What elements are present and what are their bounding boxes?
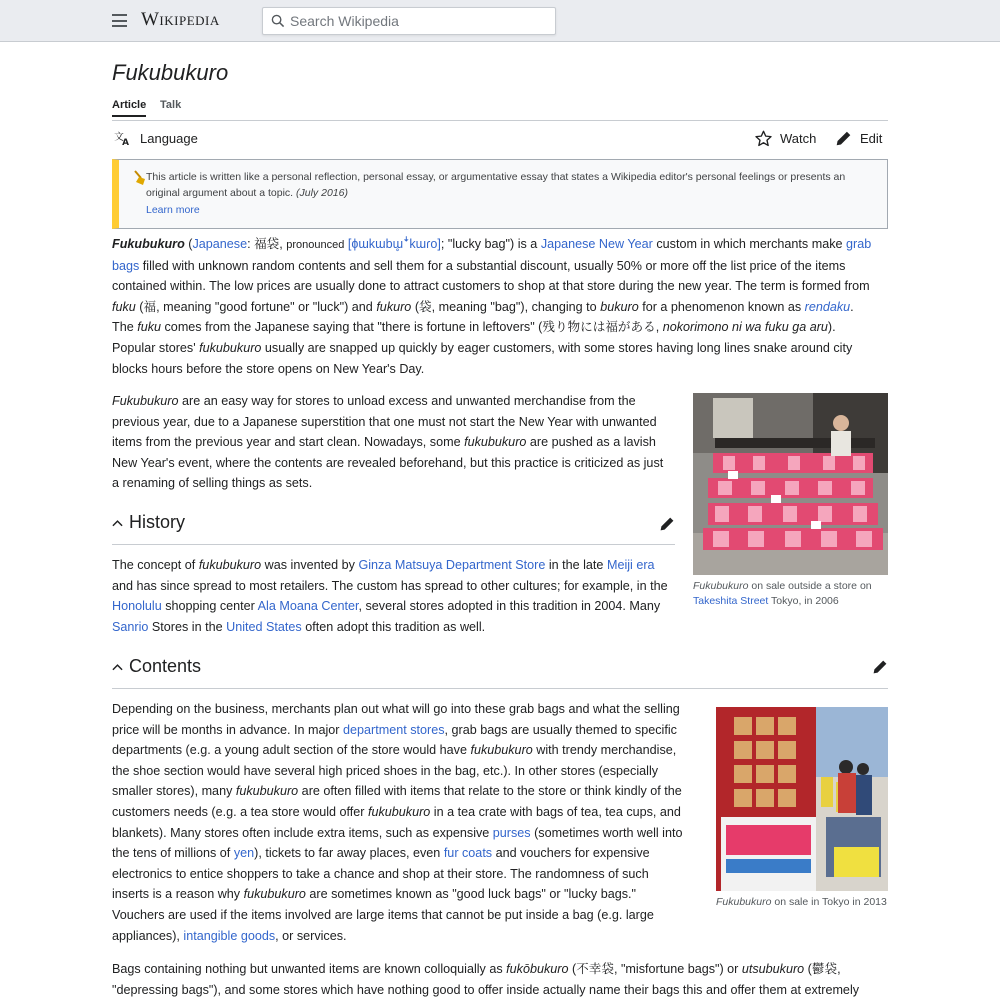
notice-text: This article is written like a personal reflection, personal essay, or argumentative essay that states a Wikipedia editor's personal feelings or presents an original argument about a topic. (July 2016)	[146, 171, 846, 199]
language-icon	[114, 130, 132, 146]
wikipedia-logo[interactable]: Wikipedia	[141, 9, 220, 30]
link-ipa[interactable]: [ɸɯkɯbɯ̥ꜜkɯɾo]	[347, 237, 441, 251]
chevron-up-icon	[112, 663, 123, 671]
link-meiji-era[interactable]: Meiji era	[606, 558, 655, 572]
link-ala-moana[interactable]: Ala Moana Center	[257, 599, 359, 614]
link-honolulu[interactable]: Honolulu	[112, 599, 162, 614]
link-grab-bags-2[interactable]: bags	[112, 258, 140, 273]
tab-talk[interactable]: Talk	[160, 99, 182, 111]
search-box[interactable]	[262, 7, 556, 35]
term: Fukubukuro	[112, 237, 185, 251]
edit-label: Edit	[860, 131, 883, 146]
watch-label: Watch	[780, 131, 817, 146]
edit-button[interactable]	[835, 130, 882, 147]
paragraph-2: Fukubukuro are an easy way for stores to unload excess and unwanted merchandise from the previous year, due to a Japanese superstition that one must not start the New Year with unwanted items from the previous year and start clean. Nowadays, some fukubukuro are pushed as a lavish New Year's event, where the contents are revealed beforehand, but this practice is criticized as just a renaming of selling things as sets.	[112, 394, 664, 491]
broom-icon	[133, 170, 147, 186]
link-takeshita-street[interactable]: Takeshita Street	[693, 595, 769, 607]
star-icon	[755, 130, 772, 147]
history-heading[interactable]: History	[112, 512, 185, 533]
link-intangible-goods[interactable]: intangible goods	[183, 928, 276, 943]
svg-text:A: A	[122, 138, 129, 146]
essay-notice-box	[112, 159, 888, 229]
intro-paragraph: Fukubukuro (Japanese: 福袋, pronounced [ɸɯkɯbɯ̥ꜜkɯɾo]; "lucky bag") is a Japanese New Year custom in which merchants make grab bags filled with unknown random contents and sell them for a substantial discount, usually 50% or more off the list price of the items contained within. The low prices are usually done to attract customers to shop at that store during the new year. The term is formed from fuku (福, meaning "good fortune" or "luck") and fukuro (袋, meaning "bag"), changing to bukuro for a phenomenon known as rendaku. The fuku comes from the Japanese saying that "there is fortune in leftovers" (残り物には福がある, nokorimono ni wa fuku ga aru). Popular stores' fukubukuro usually are snapped up quickly by eager customers, with some stores having long lines snake around city blocks hours before the store opens on New Year's Day.	[112, 237, 872, 376]
link-department-stores[interactable]: department stores	[343, 722, 445, 737]
chevron-up-icon	[112, 519, 123, 527]
link-fur-coats[interactable]: fur coats	[443, 846, 493, 861]
link-rendaku[interactable]: rendaku	[804, 299, 851, 314]
edit-section-history-icon[interactable]	[659, 516, 675, 532]
misfortune-bags-paragraph: Bags containing nothing but unwanted items are known colloquially as fukōbukuro (不幸袋, "misfortune bags") or utsubukuro (鬱袋, "depressing bags"), and some stores which have nothing good to offer inside actually name their bags this and offer them at extremely	[112, 962, 860, 997]
menu-icon[interactable]	[112, 14, 127, 27]
svg-text:文: 文	[114, 131, 124, 143]
link-grab-bags[interactable]: grab	[846, 237, 872, 251]
contents-paragraph: Depending on the business, merchants plan out what will go into these grab bags and what the selling price will be months in advance. In major department stores, grab bags are usually themed to specific departments (e.g. a young adult section of the store would have fukubukuro with trendy merchandise, the shoe section would have several high priced shoes in the bag, etc.). In other stores (especially smaller stores), many fukubukuro are often filled with items that relate to the store or think kindly of the customers needs (e.g. a tea store would offer fukubukuro in a tea crate with bags of tea, tea cups, and blankets). Many stores often include extra items, such as expensive purses (sometimes worth well into the tens of millions of yen), tickets to far away places, even fur coats and vouchers for expensive electronics to entice shoppers to take a chance and shop at their store. The randomness of such inserts is a reason why fukubukuro are sometimes known as "good luck bags" or "lucky bags." Vouchers are used if the items involved are large items that cannot be put inside a bag (e.g. large appliances), intangible goods, or services.	[112, 702, 683, 943]
edit-section-contents-icon[interactable]	[872, 659, 888, 675]
page-toolbar	[112, 130, 888, 150]
photo-fukubukuro-tokyo[interactable]	[716, 707, 888, 891]
learn-more-link[interactable]: Learn more	[146, 204, 200, 216]
link-united-states[interactable]: United States	[226, 619, 302, 634]
figure-2-caption: Fukubukuro on sale in Tokyo in 2013	[716, 896, 887, 908]
search-input[interactable]	[290, 8, 550, 34]
photo-fukubukuro-takeshita[interactable]	[693, 393, 888, 575]
link-purses[interactable]: purses	[492, 825, 531, 840]
link-sanrio[interactable]: Sanrio	[112, 619, 149, 634]
pencil-icon	[835, 130, 852, 147]
link-yen[interactable]: yen	[233, 846, 255, 861]
tab-article[interactable]: Article	[112, 99, 146, 117]
header-bar	[0, 0, 1000, 42]
search-icon	[271, 14, 285, 28]
link-ginza-matsuya[interactable]: Ginza Matsuya Department Store	[358, 558, 546, 572]
figure-1-caption: Fukubukuro on sale outside a store on Takeshita Street Tokyo, in 2006	[693, 580, 872, 607]
contents-divider	[112, 688, 888, 689]
page-title: Fukubukuro	[112, 60, 229, 85]
language-label: Language	[140, 130, 198, 146]
language-button[interactable]	[114, 130, 198, 146]
page-tabs	[112, 99, 888, 121]
link-japanese[interactable]: Japanese	[192, 237, 248, 251]
history-divider	[112, 544, 675, 545]
watch-button[interactable]	[755, 130, 816, 147]
history-paragraph: The concept of fukubukuro was invented by Ginza Matsuya Department Store in the late Meiji era and has since spread to most retailers. The custom has spread to other cultures; for example, in the Honolulu shopping center Ala Moana Center, several stores adopted in this tradition in 2004. Many Sanrio Stores in the United States often adopt this tradition as well.	[112, 558, 668, 634]
link-japanese-new-year[interactable]: Japanese New Year	[540, 237, 653, 251]
contents-heading[interactable]: Contents	[112, 656, 201, 677]
